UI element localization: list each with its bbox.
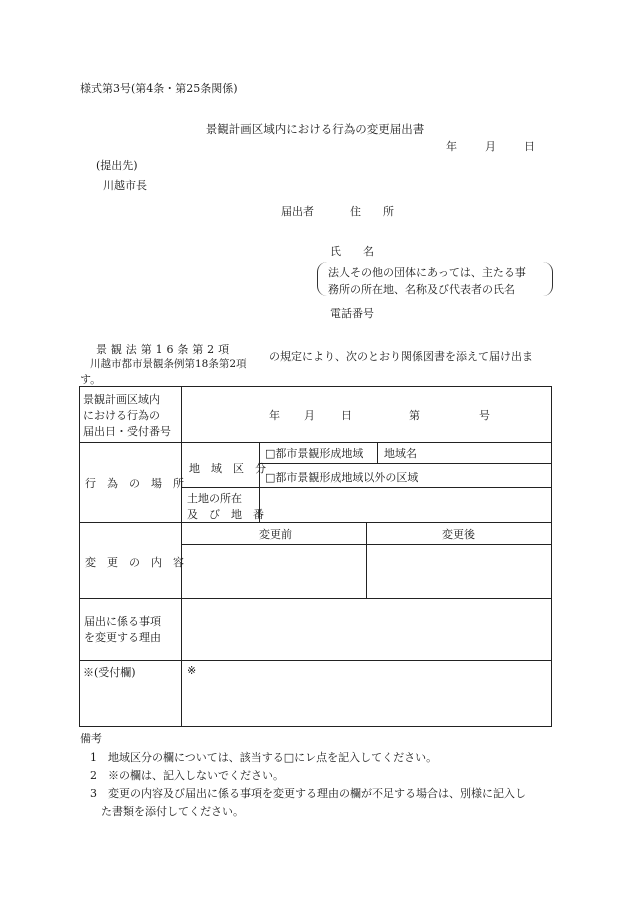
statement-line1: の規定により、次のとおり関係図書を添えて届け出ま: [269, 350, 533, 363]
note-item: 2 ※の欄は、記入しないでください。: [90, 769, 284, 782]
form-id: 様式第3号(第4条・第25条関係): [80, 82, 238, 95]
land-label-line1: 土地の所在: [187, 492, 242, 505]
after-label: 変更後: [442, 528, 475, 541]
application-table: [79, 386, 552, 727]
row1-go: 号: [479, 409, 490, 422]
submission-date: [446, 138, 535, 154]
statement-line2: す。: [80, 373, 102, 386]
law-reference-top: 景 観 法 第 1 6 条 第 2 項: [96, 343, 230, 356]
address-label: 住 所: [350, 205, 394, 218]
notes-heading: 備考: [80, 732, 102, 745]
reason-label-line2: を変更する理由: [84, 631, 161, 644]
recipient-name: 川越市長: [103, 179, 147, 192]
area-name-label: 地域名: [384, 447, 417, 460]
reception-label: ※(受付欄): [83, 666, 136, 679]
row1-label-line1: 景観計画区域内: [83, 393, 160, 406]
row1-day: 日: [341, 409, 352, 422]
row1-label-line3: 届出日・受付番号: [83, 425, 171, 438]
name-label: 氏 名: [330, 245, 374, 258]
row1-label-line2: における行為の: [83, 409, 160, 422]
change-label: 変 更 の 内 容: [85, 556, 184, 569]
corporate-note-line1: 法人その他の団体にあっては、主たる事: [328, 266, 526, 279]
date-year: 年: [446, 140, 457, 153]
note-item: 1 地域区分の欄については、該当する□にレ点を記入してください。: [90, 751, 438, 764]
area-label: 地 域 区 分: [189, 462, 266, 475]
date-day: 日: [524, 140, 535, 153]
date-month: 月: [485, 140, 496, 153]
reception-mark: ※: [187, 664, 197, 677]
filer-label: 届出者: [281, 205, 314, 218]
place-label: 行 為 の 場 所: [85, 477, 184, 490]
area-option-urban[interactable]: □都市景観形成地域: [265, 447, 364, 460]
row1-year: 年: [269, 409, 280, 422]
before-label: 変更前: [259, 528, 292, 541]
document-title: 景観計画区域内における行為の変更届出書: [205, 122, 425, 136]
recipient-label: (提出先): [96, 159, 138, 172]
corporate-note-line2: 務所の所在地、名称及び代表者の氏名: [328, 283, 515, 296]
area-option-other[interactable]: □都市景観形成地域以外の区域: [265, 471, 419, 484]
note-item: 3 変更の内容及び届出に係る事項を変更する理由の欄が不足する場合は、別様に記入し: [90, 787, 526, 800]
row1-dai: 第: [409, 409, 420, 422]
land-label-line2: 及 び 地 番: [187, 508, 264, 521]
law-reference-bottom: 川越市都市景観条例第18条第2項: [90, 358, 247, 370]
reason-label-line1: 届出に係る事項: [84, 615, 161, 628]
note-item: た書類を添付してください。: [90, 805, 244, 818]
row1-month: 月: [304, 409, 315, 422]
phone-label: 電話番号: [330, 307, 374, 320]
